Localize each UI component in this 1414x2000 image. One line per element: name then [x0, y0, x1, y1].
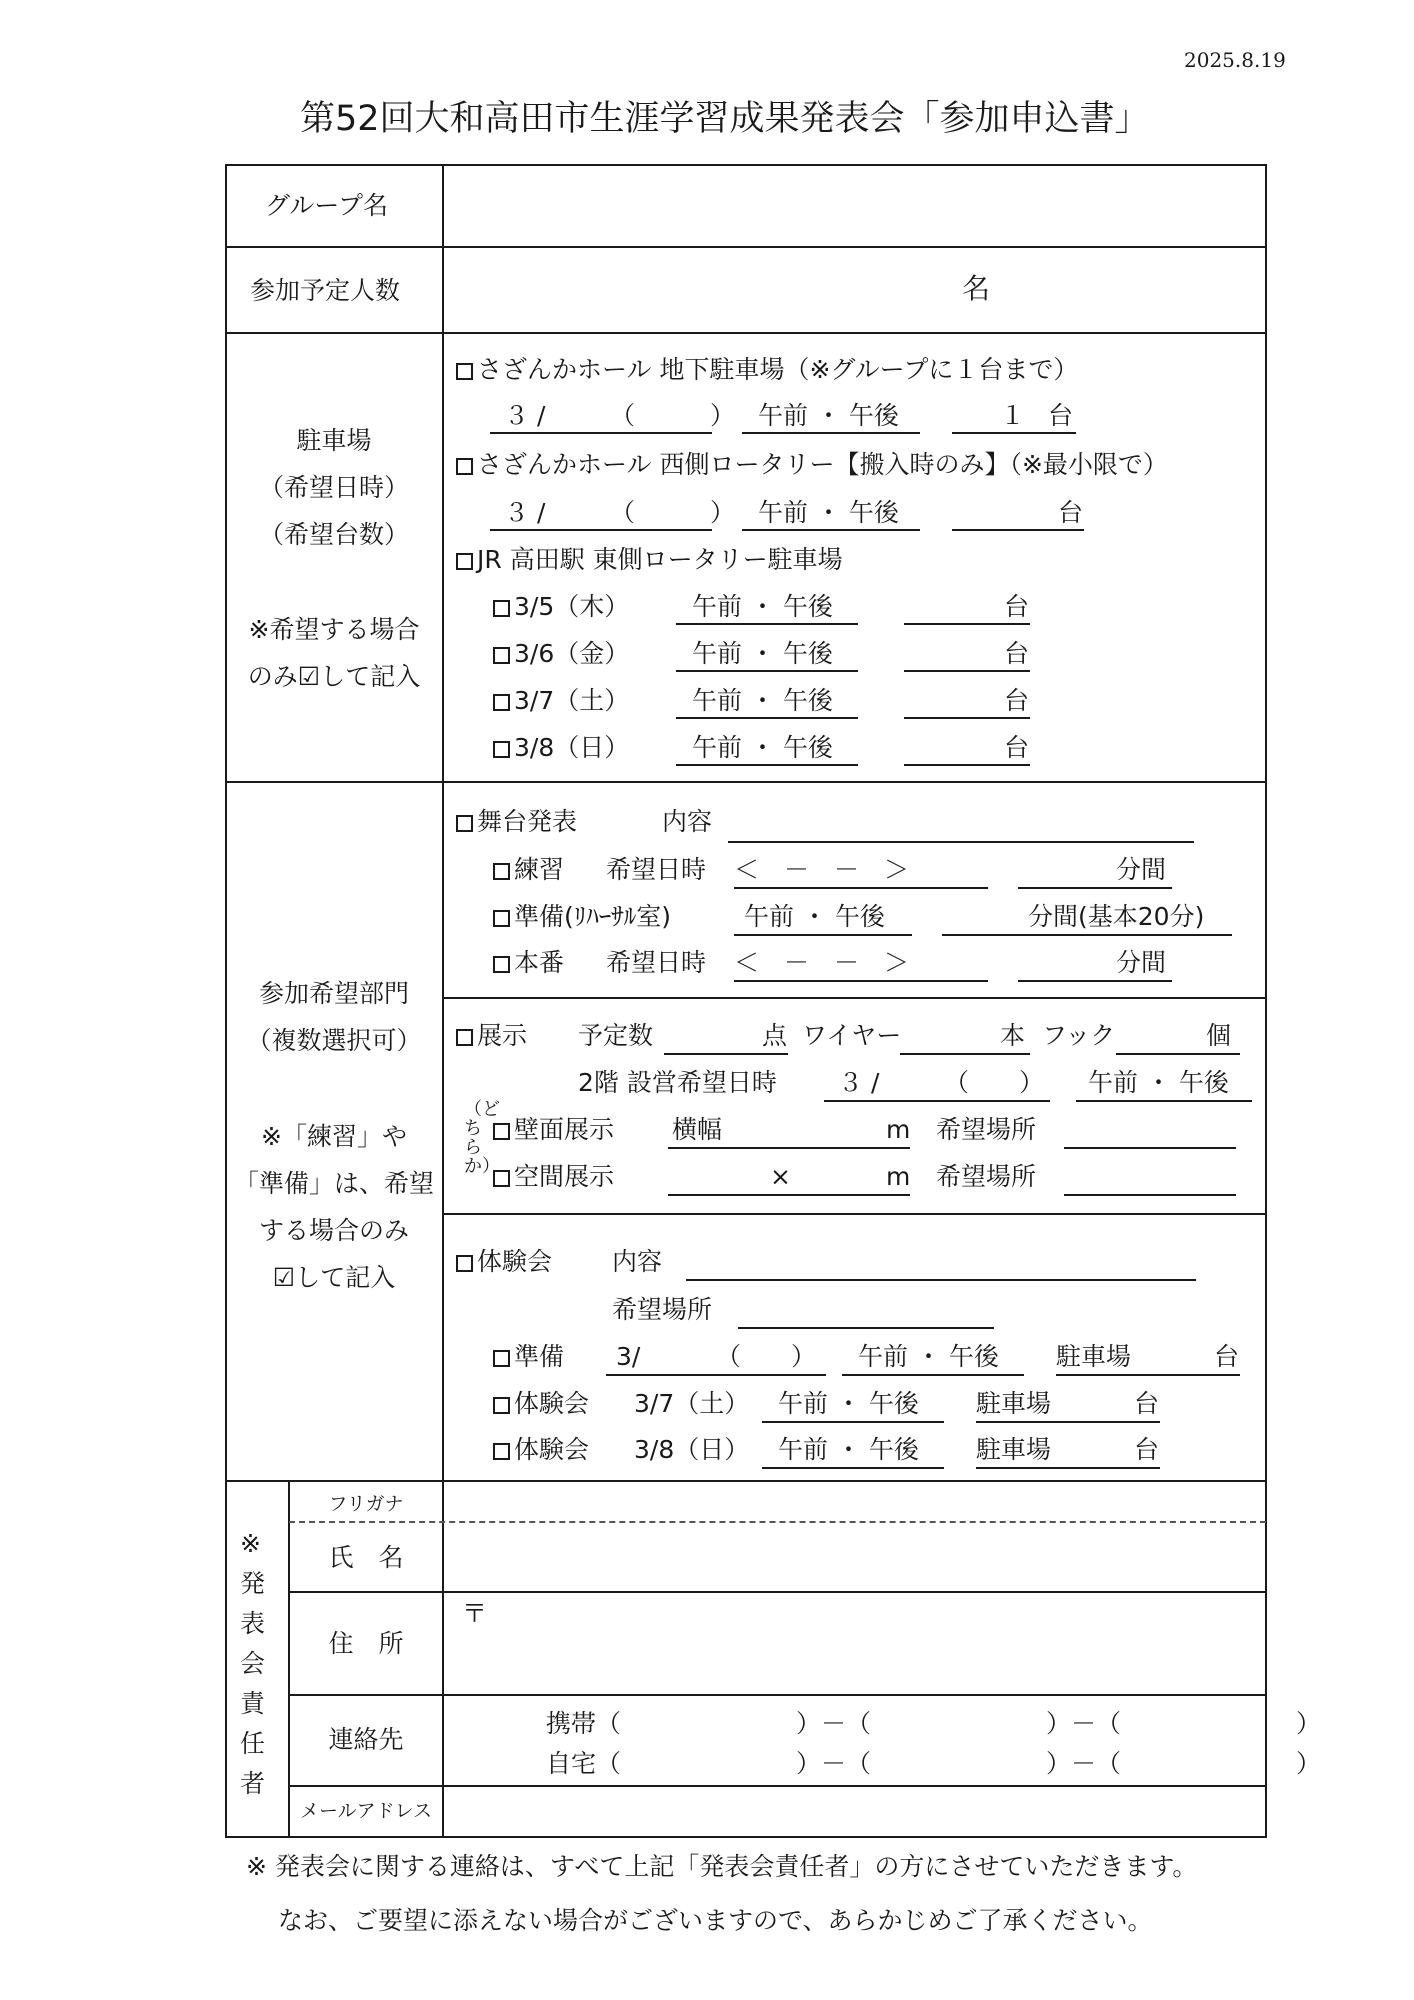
- experience-content-label: 内容: [612, 1247, 663, 1276]
- exp-prep-unit: 台: [1214, 1342, 1240, 1371]
- address-label: 住 所: [328, 1629, 404, 1658]
- checkbox[interactable]: [493, 741, 510, 758]
- experience-day1[interactable]: [493, 1388, 589, 1420]
- wall-unit-m: m: [886, 1115, 911, 1144]
- day-label: 3/6（金）: [514, 639, 630, 668]
- experience-title: 体験会: [477, 1247, 553, 1276]
- wall-label: 壁面展示: [514, 1115, 615, 1144]
- space-place-field[interactable]: [1064, 1194, 1236, 1196]
- experience-place-label: 希望場所: [612, 1295, 713, 1324]
- exhibit-setup-paren: （ ）: [944, 1068, 1045, 1097]
- stage-content-field[interactable]: [728, 841, 1194, 843]
- checkbox[interactable]: [456, 458, 473, 475]
- checkbox[interactable]: [493, 1170, 510, 1187]
- parking-label-3: （希望台数）: [258, 520, 409, 549]
- exhibit-count-label: 予定数: [578, 1021, 654, 1050]
- parking-label-1: 駐車場: [296, 426, 372, 455]
- checkbox[interactable]: [493, 1350, 510, 1367]
- exp-day2-parking: 駐車場: [976, 1435, 1052, 1464]
- furigana-label: フリガナ: [328, 1493, 404, 1515]
- day-unit: 台: [1004, 733, 1030, 762]
- option-label: JR 高田駅 東側ロータリー駐車場: [477, 545, 843, 574]
- group-name-label: グループ名: [265, 191, 389, 220]
- wall-place-label: 希望場所: [936, 1115, 1037, 1144]
- space-label: 空間展示: [514, 1162, 615, 1191]
- day-label: 3/5（木）: [514, 592, 630, 621]
- day-unit: 台: [1004, 686, 1030, 715]
- attendees-field[interactable]: [446, 250, 946, 330]
- home-phone-field[interactable]: 自宅（ ）－（ ）－（ ）: [546, 1749, 1322, 1778]
- experience-prep[interactable]: [493, 1341, 564, 1373]
- parking-label-2: （希望日時）: [258, 473, 409, 502]
- name-field[interactable]: [446, 1525, 1264, 1589]
- day-ampm[interactable]: 午前 ・ 午後: [692, 592, 833, 621]
- stage-content-label: 内容: [662, 807, 713, 836]
- practice-bracket[interactable]: ＜ － － ＞: [734, 855, 910, 884]
- exhibit-wall[interactable]: [493, 1114, 614, 1146]
- page-title: 第52回大和高田市生涯学習成果発表会「参加申込書」: [300, 99, 1150, 139]
- exp-day1-unit: 台: [1134, 1389, 1160, 1418]
- stage-title: 舞台発表: [477, 807, 578, 836]
- exhibit-space[interactable]: [493, 1161, 614, 1193]
- either-note: （どちらか）: [464, 1099, 500, 1177]
- checkbox[interactable]: [493, 694, 510, 711]
- checkbox[interactable]: [493, 956, 510, 973]
- parking-note-2: のみ☑して記入: [247, 662, 421, 691]
- parking-option-jr[interactable]: [456, 544, 843, 576]
- exhibit-option[interactable]: [456, 1020, 527, 1052]
- footer-note-1: ※ 発表会に関する連絡は、すべて上記「発表会責任者」の方にさせていただきます。: [246, 1852, 1198, 1881]
- exp-prep-parking: 駐車場: [1056, 1342, 1132, 1371]
- checkbox[interactable]: [456, 815, 473, 832]
- p2-ampm[interactable]: 午前 ・ 午後: [758, 498, 899, 527]
- mobile-phone-field[interactable]: 携帯（ ）－（ ）－（ ）: [546, 1709, 1322, 1738]
- checkbox[interactable]: [493, 910, 510, 927]
- stage-option[interactable]: [456, 806, 577, 838]
- experience-option[interactable]: [456, 1246, 552, 1278]
- option-label: さざんかホール 地下駐車場（※グループに１台まで）: [477, 355, 1079, 384]
- exhibit-setup-ampm[interactable]: 午前 ・ 午後: [1088, 1068, 1229, 1097]
- parking-option-west[interactable]: [456, 449, 1168, 481]
- document-date: 2025.8.19: [1184, 48, 1286, 72]
- p2-paren: （ ）: [610, 498, 736, 527]
- day-ampm[interactable]: 午前 ・ 午後: [692, 639, 833, 668]
- p1-month: ３ /: [504, 401, 546, 430]
- prep-ampm[interactable]: 午前 ・ 午後: [744, 902, 885, 931]
- session-label: 体験会: [514, 1435, 590, 1464]
- checkbox[interactable]: [456, 553, 473, 570]
- day-ampm[interactable]: 午前 ・ 午後: [692, 733, 833, 762]
- dept-note-1: ※「練習」や: [261, 1122, 407, 1151]
- exhibit-hook-label: フック: [1042, 1021, 1116, 1050]
- day-unit: 台: [1004, 592, 1030, 621]
- p2-month: ３ /: [504, 498, 546, 527]
- dept-note-4: ☑して記入: [272, 1263, 396, 1292]
- experience-place-field[interactable]: [738, 1327, 994, 1329]
- p1-unit: 台: [1048, 401, 1074, 430]
- prep-minutes: 分間(基本20分): [1028, 902, 1205, 931]
- parking-option-basement[interactable]: [456, 354, 1078, 386]
- attendees-unit: 名: [962, 272, 991, 305]
- parking-note-1: ※希望する場合: [248, 615, 420, 644]
- exp-day1-date: 3/7（土）: [634, 1389, 750, 1418]
- experience-content-field[interactable]: [686, 1279, 1196, 1281]
- exhibit-unit-hook: 個: [1206, 1021, 1232, 1050]
- checkbox[interactable]: [456, 1029, 473, 1046]
- space-times: ×: [770, 1162, 791, 1191]
- exp-day1-parking: 駐車場: [976, 1389, 1052, 1418]
- exp-prep-month: 3/: [616, 1342, 641, 1371]
- day-label: 3/7（土）: [514, 686, 630, 715]
- main-minutes: 分間: [1116, 948, 1167, 977]
- p1-count[interactable]: １: [1000, 401, 1026, 430]
- email-label: メールアドレス: [299, 1800, 433, 1822]
- p2-unit: 台: [1058, 498, 1084, 527]
- checkbox[interactable]: [493, 863, 510, 880]
- exhibit-wire-label: ワイヤー: [802, 1021, 902, 1050]
- exp-day2-ampm[interactable]: 午前 ・ 午後: [778, 1435, 919, 1464]
- checkbox[interactable]: [493, 647, 510, 664]
- dept-label-1: 参加希望部門: [258, 979, 409, 1008]
- wall-width-label: 横幅: [672, 1115, 723, 1144]
- wall-place-field[interactable]: [1064, 1147, 1236, 1149]
- stage-main[interactable]: [493, 947, 564, 979]
- session-label: 体験会: [514, 1389, 590, 1418]
- contact-label: 連絡先: [328, 1725, 404, 1754]
- exhibit-setup-month: ３ /: [838, 1068, 880, 1097]
- group-name-field[interactable]: [446, 168, 1264, 244]
- space-unit-m: m: [886, 1162, 911, 1191]
- furigana-field[interactable]: [446, 1483, 1264, 1519]
- exhibit-unit-wire: 本: [1000, 1021, 1026, 1050]
- day-ampm[interactable]: 午前 ・ 午後: [692, 686, 833, 715]
- exhibit-title: 展示: [477, 1021, 528, 1050]
- stage-practice[interactable]: [493, 854, 564, 886]
- dept-note-2: 「準備」は、希望: [233, 1169, 434, 1198]
- exhibit-setup-label: 2階 設営希望日時: [578, 1068, 777, 1097]
- main-bracket[interactable]: ＜ － － ＞: [734, 948, 910, 977]
- stage-prep[interactable]: [493, 901, 671, 933]
- exp-day1-ampm[interactable]: 午前 ・ 午後: [778, 1389, 919, 1418]
- checkbox[interactable]: [493, 1123, 510, 1140]
- prep-label: 準備(ﾘﾊｰｻﾙ室): [514, 902, 672, 931]
- practice-minutes: 分間: [1116, 855, 1167, 884]
- exp-prep-paren: （ ）: [716, 1342, 817, 1371]
- main-datetime-label: 希望日時: [606, 948, 707, 977]
- footer-note-2: なお、ご要望に添えない場合がございますので、あらかじめご了承ください。: [278, 1906, 1153, 1935]
- option-label: さざんかホール 西側ロータリー【搬入時のみ】（※最小限で）: [477, 450, 1168, 479]
- checkbox[interactable]: [493, 1397, 510, 1414]
- exp-prep-ampm[interactable]: 午前 ・ 午後: [858, 1342, 999, 1371]
- p1-paren: （ ）: [610, 401, 736, 430]
- space-place-label: 希望場所: [936, 1162, 1037, 1191]
- attendees-label: 参加予定人数: [250, 276, 401, 305]
- postal-mark: 〒: [462, 1599, 488, 1628]
- checkbox[interactable]: [493, 1443, 510, 1460]
- day-unit: 台: [1004, 639, 1030, 668]
- checkbox[interactable]: [456, 1255, 473, 1272]
- day-label: 3/8（日）: [514, 733, 630, 762]
- checkbox[interactable]: [456, 363, 473, 380]
- p1-ampm[interactable]: 午前 ・ 午後: [758, 401, 899, 430]
- name-label: 氏 名: [328, 1543, 404, 1572]
- experience-day2[interactable]: [493, 1434, 589, 1466]
- exp-day2-unit: 台: [1134, 1435, 1160, 1464]
- exhibit-unit-point: 点: [762, 1021, 788, 1050]
- dept-label-2: （複数選択可）: [246, 1026, 422, 1055]
- address-field[interactable]: [446, 1595, 1264, 1692]
- exp-day2-date: 3/8（日）: [634, 1435, 750, 1464]
- prep-label: 準備: [514, 1342, 565, 1371]
- practice-datetime-label: 希望日時: [606, 855, 707, 884]
- email-field[interactable]: [446, 1789, 1264, 1835]
- checkbox[interactable]: [493, 600, 510, 617]
- practice-label: 練習: [514, 855, 565, 884]
- dept-note-3: する場合のみ: [258, 1216, 409, 1245]
- main-label: 本番: [514, 948, 565, 977]
